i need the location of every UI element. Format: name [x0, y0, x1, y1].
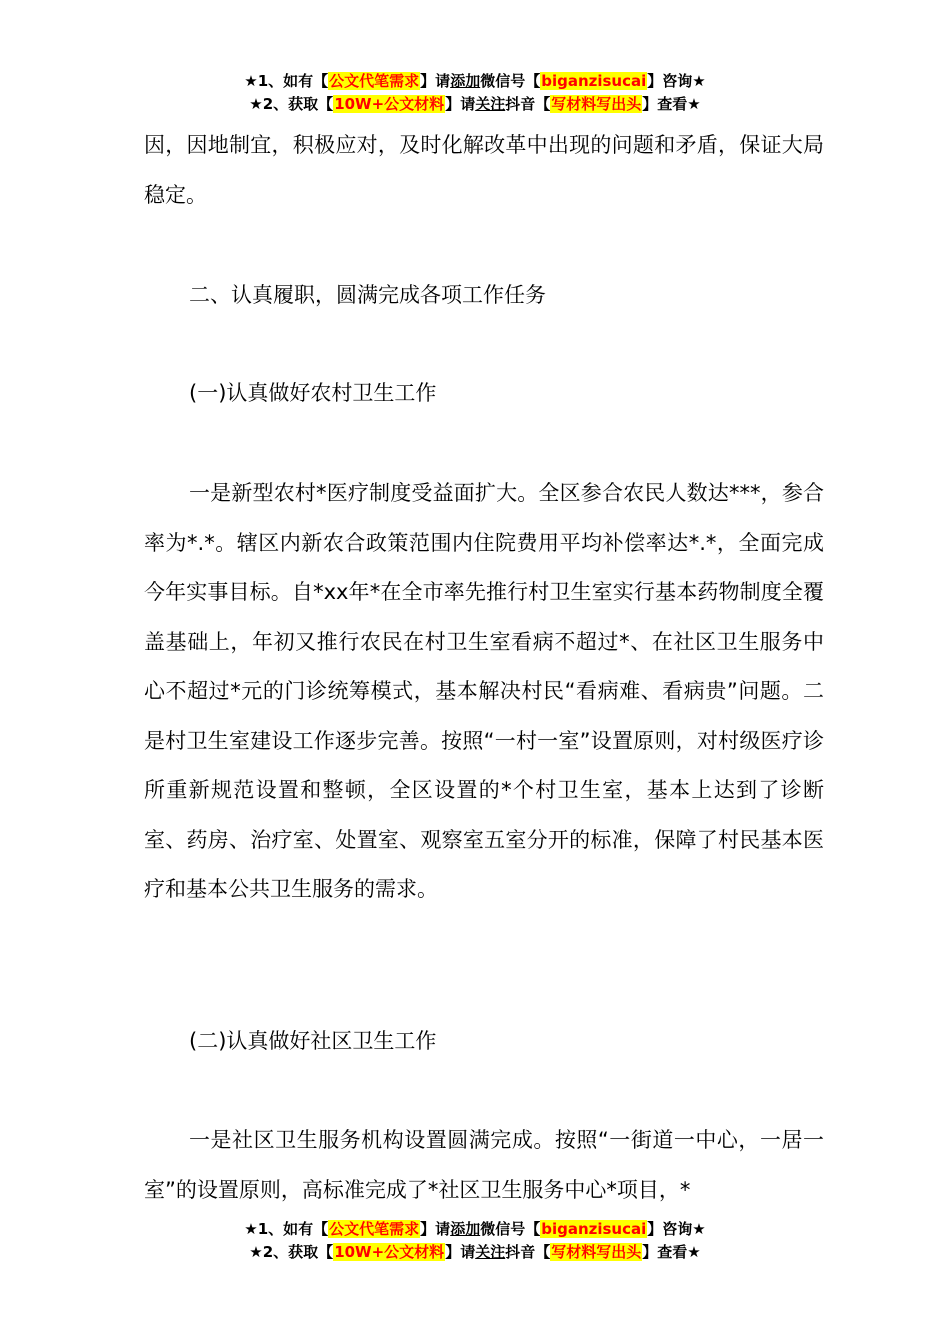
banner-text: 抖音【: [505, 95, 551, 113]
subsection-heading-community: (二)认真做好社区卫生工作: [189, 1029, 437, 1053]
banner-text: 】请: [420, 72, 451, 90]
banner-text: 】请: [420, 1220, 451, 1238]
banner-highlight: 公文代笔需求: [329, 1220, 420, 1238]
banner-underlined: 添加: [450, 72, 481, 90]
banner-text: 微信号【: [480, 72, 541, 90]
banner-highlight: 10W+公文材料: [334, 1243, 445, 1261]
banner-text: 】请: [445, 95, 476, 113]
banner-underlined: 关注: [475, 95, 506, 113]
banner-highlight: 写材料写出头: [551, 95, 642, 113]
banner-underlined: 添加: [450, 1220, 481, 1238]
banner-highlight: 写材料写出头: [551, 1243, 642, 1261]
banner-highlight: biganzisucai: [541, 72, 647, 90]
footer-banner: [0, 1218, 950, 1264]
banner-text: 微信号【: [480, 1220, 541, 1238]
section-heading: 二、认真履职，圆满完成各项工作任务: [189, 283, 546, 307]
banner-text: 】查看★: [642, 1243, 701, 1261]
banner-text: 】咨询★: [647, 72, 706, 90]
banner-text: 抖音【: [505, 1243, 551, 1261]
banner-text: 】请: [445, 1243, 476, 1261]
banner-text: ★2、获取【: [249, 1243, 334, 1261]
banner-text: ★1、如有【: [244, 1220, 329, 1238]
paragraph-continuation: 因，因地制宜，积极应对，及时化解改革中出现的问题和矛盾，保证大局稳定。: [144, 133, 824, 207]
banner-line-1: [0, 1218, 950, 1241]
banner-highlight: biganzisucai: [541, 1220, 647, 1238]
header-banner: [0, 70, 950, 116]
paragraph-community-health: 一是社区卫生服务机构设置圆满完成。按照“一街道一中心，一居一室”的设置原则，高标准完成了*社区卫生服务中心*项目，*: [144, 1128, 824, 1202]
banner-text: 】查看★: [642, 95, 701, 113]
banner-highlight: 公文代笔需求: [329, 72, 420, 90]
banner-line-2: [0, 93, 950, 116]
banner-line-2: [0, 1241, 950, 1264]
banner-line-1: [0, 70, 950, 93]
banner-highlight: 10W+公文材料: [334, 95, 445, 113]
banner-text: ★1、如有【: [244, 72, 329, 90]
paragraph-rural-health: 一是新型农村*医疗制度受益面扩大。全区参合农民人数达***，参合率为*.*。辖区内新农合政策范围内住院费用平均补偿率达*.*，全面完成今年实事目标。自*xx年*在全市率先推行村卫生室实行基本药物制度全覆盖基础上，年初又推行农民在村卫生室看病不超过*、在社区卫生服务中心不超过*元的门诊统筹模式，基本解决村民“看病难、看病贵”问题。二是村卫生室建设工作逐步完善。按照“一村一室”设置原则，对村级医疗诊所重新规范设置和整顿，全区设置的*个村卫生室，基本上达到了诊断室、药房、治疗室、处置室、观察室五室分开的标准，保障了村民基本医疗和基本公共卫生服务的需求。: [144, 481, 824, 901]
subsection-heading-rural: (一)认真做好农村卫生工作: [189, 381, 437, 405]
banner-text: 】咨询★: [647, 1220, 706, 1238]
banner-underlined: 关注: [475, 1243, 506, 1261]
banner-text: ★2、获取【: [249, 95, 334, 113]
